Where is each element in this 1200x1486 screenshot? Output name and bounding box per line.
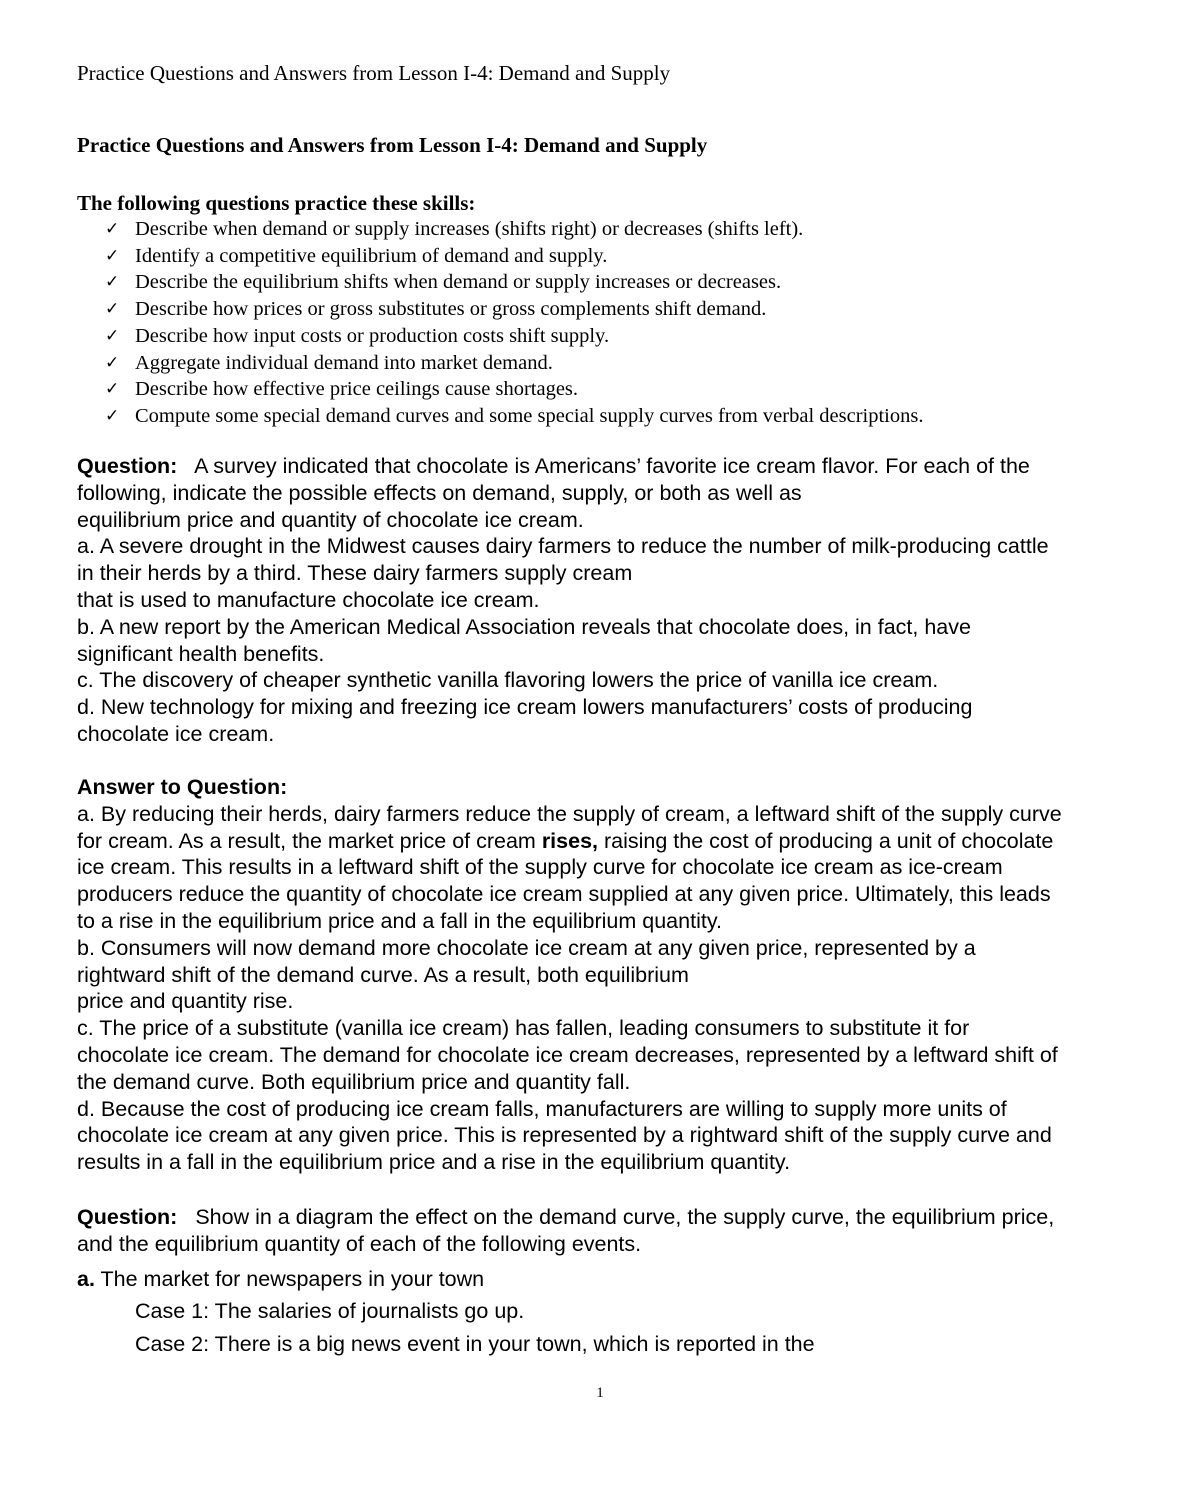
answer-1-text: for cream. As a result, the market price of cream [77, 828, 542, 853]
question-1-line: that is used to manufacture chocolate ice cream. [77, 587, 540, 612]
skill-item [105, 323, 923, 350]
skill-item [105, 243, 923, 270]
case-1: Case 1: The salaries of journalists go up. [135, 1299, 525, 1323]
checkmark-icon: ✓ [105, 219, 120, 239]
answer-1-line: results in a fall in the equilibrium price and a rise in the equilibrium quantity. [77, 1150, 791, 1175]
answer-1-line: price and quantity rise. [77, 989, 294, 1014]
question-2-part-a-line [77, 1266, 1137, 1293]
skill-text: Aggregate individual demand into market demand. [135, 351, 553, 374]
running-header: Practice Questions and Answers from Lesson I-4: Demand and Supply [77, 61, 671, 85]
skill-text: Describe how effective price ceilings cause shortages. [135, 378, 579, 401]
answer-1-line: b. Consumers will now demand more chocolate ice cream at any given price, represented by a [77, 935, 976, 960]
skill-text: Compute some special demand curves and some special supply curves from verbal descriptions. [135, 404, 924, 427]
question-1-line: b. A new report by the American Medical Association reveals that chocolate does, in fact, have [77, 614, 971, 639]
skill-text: Describe how input costs or production costs shift supply. [135, 324, 610, 347]
question-1-text: A survey indicated that chocolate is Americans’ favorite ice cream flavor. For each of the [194, 454, 1030, 478]
answer-1-line: d. Because the cost of producing ice cream falls, manufacturers are willing to supply more units of [77, 1096, 1007, 1121]
answer-1-line: c. The price of a substitute (vanilla ice cream) has fallen, leading consumers to substitute it for [77, 1016, 970, 1041]
question-1-line: chocolate ice cream. [77, 721, 275, 746]
skill-text: Describe when demand or supply increases (shifts right) or decreases (shifts left). [135, 218, 804, 240]
checkmark-icon: ✓ [105, 299, 120, 320]
answer-1-line: chocolate ice cream. The demand for chocolate ice cream decreases, represented by a leftward shift of [77, 1042, 1058, 1067]
case-2: Case 2: There is a big news event in your town, which is reported in the [135, 1332, 815, 1356]
question-2-label: Question: [77, 1205, 178, 1229]
answer-1-line: rightward shift of the demand curve. As a result, both equilibrium [77, 962, 689, 987]
question-1-line: equilibrium price and quantity of chocolate ice cream. [77, 507, 584, 532]
question-2-line: and the equilibrium quantity of each of the following events. [77, 1231, 642, 1256]
skills-heading: The following questions practice these skills: [77, 191, 476, 215]
answer-1-line: ice cream. This results in a leftward shift of the supply curve for chocolate ice cream as ice-cream [77, 855, 1003, 880]
answer-1-line: to a rise in the equilibrium price and a fall in the equilibrium quantity. [77, 908, 722, 933]
part-a-label: a. [77, 1267, 95, 1291]
checkmark-icon: ✓ [105, 352, 120, 373]
skill-text: Describe the equilibrium shifts when demand or supply increases or decreases. [135, 271, 782, 294]
question-1-line [77, 453, 1137, 480]
skills-list [105, 216, 923, 430]
document-title: Practice Questions and Answers from Lesson I-4: Demand and Supply [77, 133, 708, 157]
question-2-part-a [77, 1266, 1137, 1293]
question-2-line [77, 1204, 1137, 1231]
answer-1 [77, 774, 1137, 1176]
skill-item [105, 269, 923, 296]
checkmark-icon: ✓ [105, 272, 120, 293]
answer-1-line: chocolate ice cream at any given price. This is represented by a rightward shift of the supply curve and [77, 1123, 1052, 1148]
question-1-label: Question: [77, 454, 178, 478]
question-1-line: d. New technology for mixing and freezing ice cream lowers manufacturers’ costs of producing [77, 695, 973, 720]
answer-1-line: a. By reducing their herds, dairy farmers reduce the supply of cream, a leftward shift of the supply curve [77, 801, 1062, 826]
question-1-line: c. The discovery of cheaper synthetic vanilla flavoring lowers the price of vanilla ice cream. [77, 668, 939, 693]
answer-1-line: producers reduce the quantity of chocolate ice cream supplied at any given price. Ultimately, this leads [77, 882, 1051, 907]
skill-item [105, 403, 923, 430]
checkmark-icon: ✓ [105, 245, 120, 266]
skill-text: Describe how prices or gross substitutes or gross complements shift demand. [135, 298, 767, 321]
page-number: 1 [596, 1385, 604, 1401]
skill-item [105, 376, 923, 403]
question-1-line: significant health benefits. [77, 641, 325, 666]
question-1-line: following, indicate the possible effects on demand, supply, or both as well as [77, 480, 802, 505]
skill-text: Identify a competitive equilibrium of demand and supply. [135, 244, 608, 267]
skill-item [105, 296, 923, 323]
question-1 [77, 453, 1137, 748]
answer-1-line [77, 828, 1137, 855]
checkmark-icon: ✓ [105, 379, 120, 400]
checkmark-icon: ✓ [105, 405, 120, 426]
question-1-line: a. A severe drought in the Midwest causes dairy farmers to reduce the number of milk-producing cattle [77, 534, 1049, 559]
skill-item [105, 350, 923, 377]
question-1-line: in their herds by a third. These dairy farmers supply cream [77, 561, 633, 586]
answer-1-text: raising the cost of producing a unit of chocolate [598, 828, 1054, 853]
skill-item [105, 216, 923, 243]
answer-1-line: the demand curve. Both equilibrium price and quantity fall. [77, 1069, 631, 1094]
question-2-text: Show in a diagram the effect on the demand curve, the supply curve, the equilibrium price, [195, 1205, 1055, 1229]
question-2 [77, 1204, 1137, 1258]
answer-1-emphasis: rises, [541, 828, 598, 853]
answer-1-heading: Answer to Question: [77, 775, 288, 799]
part-a-text: The market for newspapers in your town [94, 1267, 485, 1291]
checkmark-icon: ✓ [105, 325, 120, 346]
